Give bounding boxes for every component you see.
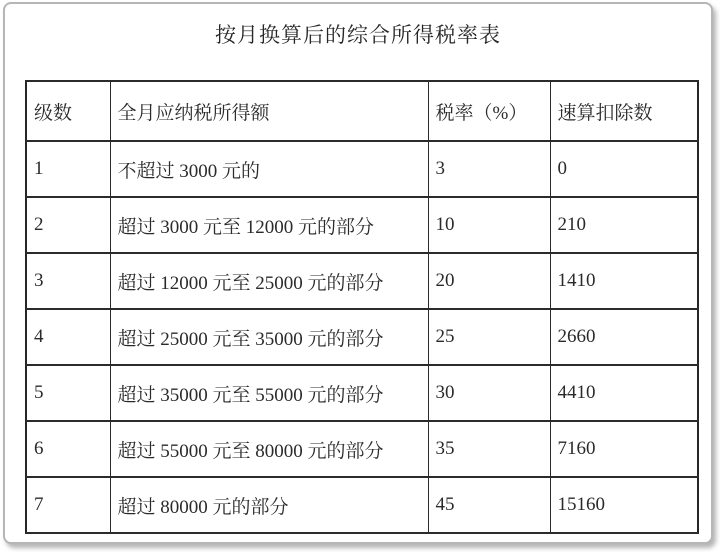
table-row <box>26 141 698 197</box>
tax-rate-cell: 30 <box>428 365 550 421</box>
tax-rate-table <box>25 80 699 534</box>
quick-deduction-cell: 1410 <box>550 253 698 309</box>
income-range-cell: 不超过 3000 元的 <box>110 141 428 197</box>
grade-cell: 3 <box>26 253 110 309</box>
table-row <box>26 253 698 309</box>
quick-deduction-cell: 2660 <box>550 309 698 365</box>
column-header-grade: 级数 <box>26 81 110 141</box>
tax-rate-cell: 45 <box>428 477 550 533</box>
income-range-cell: 超过 12000 元至 25000 元的部分 <box>110 253 428 309</box>
column-header-tax-rate: 税率（%） <box>428 81 550 141</box>
grade-cell: 5 <box>26 365 110 421</box>
table-row <box>26 365 698 421</box>
tax-rate-cell: 35 <box>428 421 550 477</box>
tax-rate-cell: 3 <box>428 141 550 197</box>
income-range-cell: 超过 25000 元至 35000 元的部分 <box>110 309 428 365</box>
income-range-cell: 超过 80000 元的部分 <box>110 477 428 533</box>
tax-rate-cell: 10 <box>428 197 550 253</box>
table-row <box>26 477 698 533</box>
grade-cell: 6 <box>26 421 110 477</box>
table-row <box>26 309 698 365</box>
column-header-quick-deduction: 速算扣除数 <box>550 81 698 141</box>
column-header-monthly-taxable-income: 全月应纳税所得额 <box>110 81 428 141</box>
table-title: 按月换算后的综合所得税率表 <box>215 23 501 47</box>
quick-deduction-cell: 0 <box>550 141 698 197</box>
quick-deduction-cell: 7160 <box>550 421 698 477</box>
document-page <box>3 2 713 544</box>
table-header-row <box>26 81 698 141</box>
income-range-cell: 超过 3000 元至 12000 元的部分 <box>110 197 428 253</box>
table-row <box>26 421 698 477</box>
tax-rate-cell: 20 <box>428 253 550 309</box>
quick-deduction-cell: 4410 <box>550 365 698 421</box>
tax-rate-cell: 25 <box>428 309 550 365</box>
quick-deduction-cell: 210 <box>550 197 698 253</box>
income-range-cell: 超过 35000 元至 55000 元的部分 <box>110 365 428 421</box>
income-range-cell: 超过 55000 元至 80000 元的部分 <box>110 421 428 477</box>
quick-deduction-cell: 15160 <box>550 477 698 533</box>
grade-cell: 7 <box>26 477 110 533</box>
grade-cell: 1 <box>26 141 110 197</box>
grade-cell: 2 <box>26 197 110 253</box>
table-row <box>26 197 698 253</box>
grade-cell: 4 <box>26 309 110 365</box>
